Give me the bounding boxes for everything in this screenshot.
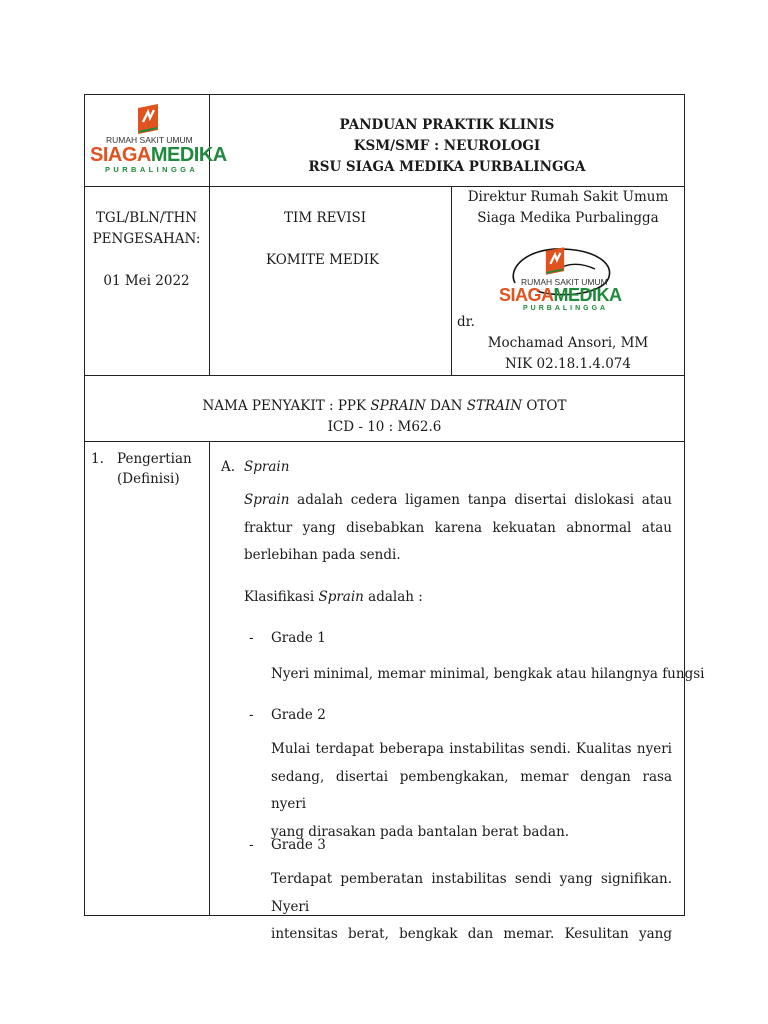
- team-revisi: TIM REVISI: [284, 210, 367, 226]
- grade-2-desc: [271, 736, 672, 846]
- divider: [209, 441, 210, 916]
- logo-siaga: SIAGA: [499, 285, 554, 305]
- classification-prefix: Klasifikasi: [244, 589, 319, 605]
- director-title: Direktur Rumah Sakit Umum: [467, 189, 669, 205]
- disease-suffix: OTOT: [522, 398, 567, 414]
- date-value: 01 Mei 2022: [103, 273, 190, 289]
- logo-mark-icon: [136, 104, 160, 134]
- logo-city: PURBALINGGA: [105, 165, 199, 174]
- team-komite: KOMITE MEDIK: [266, 252, 380, 268]
- icd-code: ICD - 10 : M62.6: [327, 419, 442, 435]
- signature-stamp: [497, 243, 627, 315]
- grade-2: Grade 2: [271, 707, 326, 723]
- definition-line: [244, 487, 672, 515]
- logo-siaga: SIAGA: [90, 144, 151, 166]
- divider: [84, 186, 685, 187]
- grade-1: Grade 1: [271, 630, 326, 646]
- disease-sprain: SPRAIN: [370, 398, 426, 414]
- doc-title: PANDUAN PRAKTIK KLINIS: [339, 117, 555, 133]
- logo-subtitle: RUMAH SAKIT UMUM: [106, 135, 193, 145]
- definition-paragraph: [244, 487, 672, 570]
- grade-3-line: intensitas berat, bengkak dan memar. Kesulitan yang: [271, 926, 672, 942]
- date-label: TGL/BLN/THN: [95, 210, 198, 226]
- bullet-dash: -: [249, 630, 254, 646]
- doc-hospital: RSU SIAGA MEDIKA PURBALINGGA: [308, 159, 586, 175]
- classification-intro: [244, 588, 423, 606]
- grade-3-desc: [271, 866, 672, 942]
- grade-2-line: yang dirasakan pada bantalan berat badan.: [271, 823, 570, 840]
- definition-text: adalah cedera ligamen tanpa disertai dislokasi atau: [297, 492, 673, 508]
- disease-name: [84, 397, 685, 415]
- grade-1-desc: Nyeri minimal, memar minimal, bengkak atau hilangnya fungsi: [271, 666, 705, 682]
- divider: [84, 441, 685, 442]
- bullet-dash: -: [249, 707, 254, 723]
- logo-name: [499, 285, 622, 306]
- logo-name: [90, 144, 227, 167]
- section-label: Pengertian: [117, 451, 192, 467]
- hospital-logo: [90, 104, 227, 176]
- bullet-dash: -: [249, 837, 254, 853]
- grade-3: Grade 3: [271, 837, 326, 853]
- logo-city: PURBALINGGA: [523, 305, 609, 312]
- disease-and: DAN: [425, 398, 467, 414]
- logo-mark-icon: [544, 247, 566, 275]
- logo-medika: MEDIKA: [553, 285, 622, 305]
- grade-2-line: Mulai terdapat beberapa instabilitas sendi. Kualitas nyeri: [271, 741, 672, 757]
- section-label-sub: (Definisi): [117, 471, 180, 487]
- doc-subtitle: KSM/SMF : NEUROLOGI: [353, 138, 541, 154]
- definition-line: berlebihan pada sendi.: [244, 547, 401, 563]
- classification-word: Sprain: [318, 589, 364, 605]
- sub-title: [244, 458, 289, 476]
- disease-strain: STRAIN: [466, 398, 523, 414]
- logo-medika: MEDIKA: [150, 144, 227, 166]
- logo-subtitle: RUMAH SAKIT UMUM: [521, 277, 608, 287]
- section-number: 1.: [91, 451, 104, 467]
- date-label-2: PENGESAHAN:: [92, 231, 201, 247]
- classification-suffix: adalah :: [363, 589, 423, 605]
- grade-3-line: Terdapat pemberatan instabilitas sendi yang signifikan. Nyeri: [271, 871, 672, 915]
- definition-word: Sprain: [244, 492, 290, 508]
- divider: [84, 375, 685, 376]
- director-name: Mochamad Ansori, MM: [487, 335, 649, 351]
- grade-2-line: sedang, disertai pembengkakan, memar dengan rasa nyeri: [271, 768, 672, 812]
- sub-title-text: Sprain: [244, 459, 290, 475]
- director-hospital: Siaga Medika Purbalingga: [477, 210, 659, 226]
- director-prefix: dr.: [457, 314, 475, 330]
- definition-line: fraktur yang disebabkan karena kekuatan abnormal atau: [244, 519, 672, 536]
- disease-prefix: NAMA PENYAKIT : PPK: [202, 398, 371, 414]
- sub-letter: A.: [221, 459, 236, 475]
- director-nik: NIK 02.18.1.4.074: [505, 356, 631, 372]
